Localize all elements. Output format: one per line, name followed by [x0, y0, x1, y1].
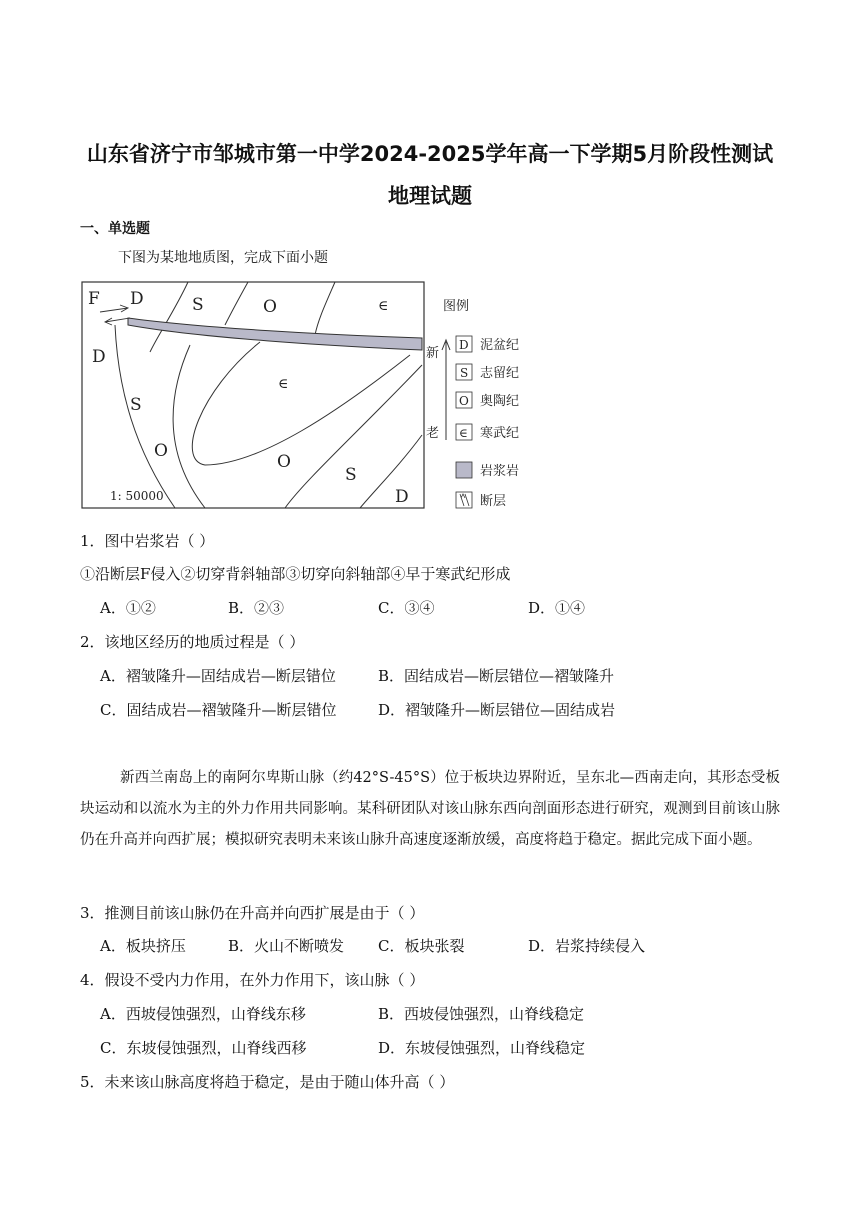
boundary-o-cam-inner	[192, 342, 410, 465]
boundary-o-cam-north	[315, 282, 335, 335]
svg-text:D: D	[459, 338, 469, 352]
fault-arrow-upper	[100, 305, 128, 312]
legend-item-cambrian	[456, 424, 519, 441]
legend-title: 图例	[443, 299, 470, 314]
legend-item-silurian	[456, 364, 519, 381]
boundary-d-s-north	[150, 282, 188, 352]
q1-option-b: B．②③	[228, 599, 285, 617]
map-label-cambrian-core: ∈	[278, 376, 289, 392]
q2-option-c: C．固结成岩—褶皱隆升—断层错位	[100, 701, 337, 719]
q4-option-b: B．西坡侵蚀强烈，山脊线稳定	[378, 1005, 585, 1023]
q3-option-b: B．火山不断喷发	[228, 937, 345, 955]
svg-text:岩浆岩: 岩浆岩	[480, 464, 520, 479]
q4-stem: 4．假设不受内力作用，在外力作用下，该山脉（ ）	[80, 971, 425, 989]
fault-icon	[460, 494, 469, 506]
q2-option-a: A．褶皱隆升—固结成岩—断层错位	[100, 667, 336, 685]
svg-text:∈: ∈	[459, 426, 468, 440]
q2-stem: 2．该地区经历的地质过程是（ ）	[80, 633, 305, 651]
q1-option-a: A．①②	[100, 599, 156, 617]
q2-option-d: D．褶皱隆升—断层错位—固结成岩	[378, 701, 616, 719]
legend-item-ordovician	[456, 392, 519, 409]
q4-option-c: C．东坡侵蚀强烈，山脊线西移	[100, 1039, 307, 1057]
map-label-S-north: S	[192, 295, 204, 315]
map-label-D-west: D	[92, 347, 106, 367]
map-label-O-north: O	[263, 297, 277, 317]
boundary-s-d-east	[360, 435, 422, 508]
geologic-map	[80, 280, 530, 512]
fault-arrow-lower	[105, 318, 130, 325]
q4-option-a: A．西坡侵蚀强烈，山脊线东移	[100, 1005, 306, 1023]
map-label-D-southeast: D	[395, 487, 409, 507]
legend-age-arrow	[442, 340, 450, 440]
q4-option-d: D．东坡侵蚀强烈，山脊线稳定	[378, 1039, 586, 1057]
map-label-cambrian-north: ∈	[378, 298, 389, 314]
map-label-S-west: S	[130, 395, 142, 415]
q3-option-a: A．板块挤压	[100, 937, 186, 955]
q1-stem: 1．图中岩浆岩（ ）	[80, 532, 215, 550]
svg-text:泥盆纪: 泥盆纪	[480, 338, 520, 353]
svg-text:志留纪: 志留纪	[480, 366, 520, 381]
map-scale: 1: 50000	[110, 489, 164, 503]
legend-item-devonian	[456, 336, 519, 353]
q1-option-d: D．①④	[528, 599, 586, 617]
doc-title-line1: 山东省济宁市邹城市第一中学2024-2025学年高一下学期5月阶段性测试	[86, 142, 774, 166]
q1-option-c: C．③④	[378, 599, 435, 617]
q3-option-d: D．岩浆持续侵入	[528, 937, 646, 955]
q1-statements: ①沿断层F侵入②切穿背斜轴部③切穿向斜轴部④早于寒武纪形成	[80, 565, 511, 583]
legend-age-new: 新	[426, 346, 440, 361]
map-label-O-south: O	[277, 452, 291, 472]
q3-stem: 3．推测目前该山脉仍在升高并向西扩展是由于（ ）	[80, 904, 425, 922]
svg-text:断层: 断层	[480, 494, 507, 509]
boundary-s-o-west	[173, 345, 205, 508]
map-label-F: F	[88, 289, 100, 309]
map-label-O-west: O	[154, 441, 168, 461]
legend-age-old: 老	[426, 426, 440, 441]
intro-text: 下图为某地地质图，完成下面小题	[118, 250, 328, 266]
svg-text:寒武纪: 寒武纪	[480, 426, 520, 441]
reading-passage: 新西兰南岛上的南阿尔卑斯山脉（约42°S-45°S）位于板块边界附近，呈东北—西南走向，其形态受板块运动和以流水为主的外力作用共同影响。某科研团队对该山脉东西向剖面形态进行研究，观测到目前该山脉仍在升高并向西扩展；模拟研究表明未来该山脉升高速度逐渐放缓，高度将趋于稳定。据此完成下面小题。	[80, 770, 780, 848]
svg-text:S: S	[460, 366, 469, 380]
q3-option-c: C．板块张裂	[378, 937, 465, 955]
doc-title-line2: 地理试题	[388, 184, 472, 208]
map-label-D-north: D	[130, 289, 144, 309]
legend-item-fault	[456, 492, 506, 509]
map-label-S-south: S	[345, 465, 357, 485]
svg-text:奥陶纪: 奥陶纪	[480, 394, 520, 409]
boundary-s-o-north	[225, 282, 248, 325]
section-heading: 一、单选题	[80, 221, 150, 237]
q5-stem: 5．未来该山脉高度将趋于稳定，是由于随山体升高（ ）	[80, 1073, 455, 1091]
magma-dike	[128, 318, 422, 350]
q2-option-b: B．固结成岩—断层错位—褶皱隆升	[378, 667, 615, 685]
boundary-d-s-west	[115, 325, 175, 508]
svg-text:O: O	[459, 394, 469, 408]
legend-item-magma	[456, 462, 519, 479]
